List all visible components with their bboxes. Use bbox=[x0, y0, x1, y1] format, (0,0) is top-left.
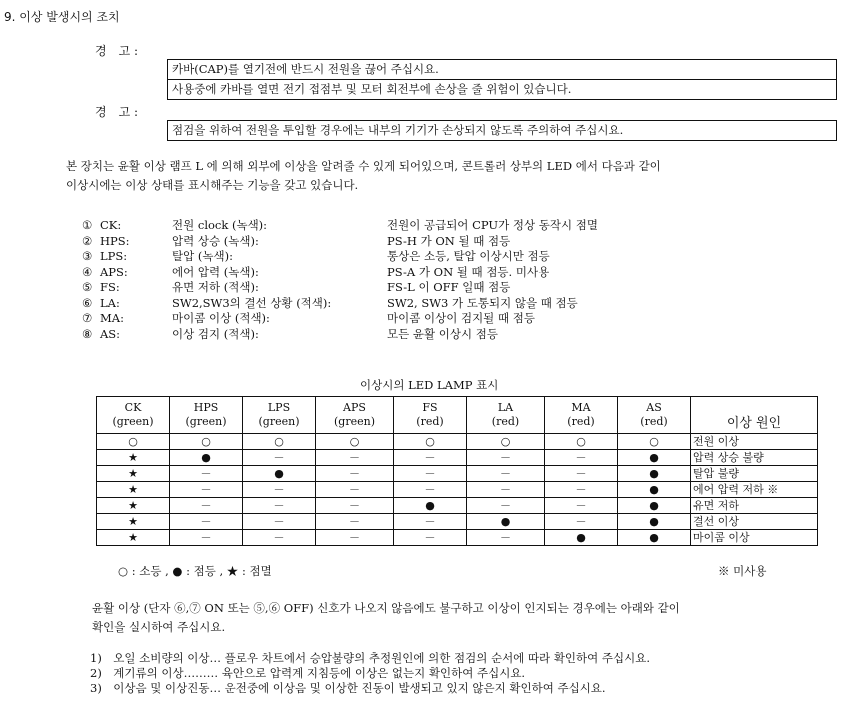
lamp-state-cell: － bbox=[467, 530, 545, 546]
lamp-state-cell: － bbox=[467, 482, 545, 498]
check-item: 1) 오일 소비량의 이상… 플로우 차트에서 승압불량의 추정원인에 의한 점검의 순서에 따라 확인하여 주십시요. bbox=[90, 651, 651, 665]
confirm-paragraph bbox=[92, 599, 865, 637]
intro-paragraph bbox=[66, 157, 846, 195]
header-lamp-color: (green) bbox=[334, 415, 375, 428]
led-description: 통상은 소등, 탈압 이상시만 점등 bbox=[387, 249, 550, 263]
lamp-state-cell: － bbox=[316, 482, 394, 498]
lamp-state-cell: － bbox=[316, 450, 394, 466]
led-lamp-table bbox=[96, 396, 818, 546]
table-row bbox=[97, 498, 818, 514]
led-name: 전원 clock (녹색): bbox=[172, 218, 268, 232]
lamp-state-cell: － bbox=[243, 530, 316, 546]
header-lamp-name: HPS bbox=[193, 401, 219, 414]
lamp-state-cell: － bbox=[170, 482, 243, 498]
lamp-state-cell: － bbox=[243, 450, 316, 466]
lamp-state-cell: ● bbox=[243, 466, 316, 482]
warning-label-1: 경 고 : bbox=[95, 44, 139, 58]
lamp-state-cell: ○ bbox=[618, 434, 691, 450]
lamp-state-cell: ● bbox=[618, 514, 691, 530]
header-lamp-color: (green) bbox=[258, 415, 300, 428]
lamp-state-cell: － bbox=[170, 530, 243, 546]
header-lamp-name: AS bbox=[646, 401, 662, 414]
lamp-state-cell: ● bbox=[545, 530, 618, 546]
led-number: ⑥ bbox=[82, 295, 93, 310]
lamp-state-cell: ○ bbox=[545, 434, 618, 450]
table-row bbox=[97, 466, 818, 482]
led-description: 마이콤 이상이 검지될 때 점등 bbox=[387, 311, 535, 325]
lamp-state-cell: ○ bbox=[316, 434, 394, 450]
warning-box-2 bbox=[167, 120, 837, 141]
table-caption: 이상시의 LED LAMP 표시 bbox=[360, 378, 499, 392]
warning-1-line-2: 사용중에 카바를 열면 전기 접점부 및 모터 회전부에 손상을 줄 위험이 있습니다. bbox=[168, 79, 836, 99]
lamp-state-cell: － bbox=[545, 514, 618, 530]
lamp-state-cell: － bbox=[316, 514, 394, 530]
table-header-cell bbox=[618, 397, 691, 434]
led-number: ① bbox=[82, 218, 93, 232]
led-description: SW2, SW3 가 도통되지 않을 때 점등 bbox=[387, 295, 578, 310]
warning-box-1 bbox=[167, 59, 837, 100]
lamp-state-cell: － bbox=[394, 466, 467, 482]
led-code: APS: bbox=[100, 264, 128, 279]
lamp-state-cell: － bbox=[545, 498, 618, 514]
warning-label-2: 경 고 : bbox=[95, 105, 139, 119]
led-description: 모든 윤활 이상시 점등 bbox=[387, 326, 498, 341]
cause-cell: 에어 압력 저하 ※ bbox=[691, 482, 818, 498]
led-description: PS-H 가 ON 될 때 점등 bbox=[387, 233, 511, 248]
cause-cell: 유면 저하 bbox=[691, 498, 818, 514]
table-header-cell bbox=[97, 397, 170, 434]
lamp-state-cell: ★ bbox=[97, 530, 170, 546]
header-lamp-color: (red) bbox=[567, 415, 595, 428]
table-header-cell bbox=[467, 397, 545, 434]
lamp-state-cell: ○ bbox=[243, 434, 316, 450]
lamp-state-cell: － bbox=[243, 514, 316, 530]
led-description: PS-A 가 ON 될 때 점등. 미사용 bbox=[387, 264, 550, 279]
lamp-state-cell: － bbox=[545, 450, 618, 466]
lamp-state-cell: ○ bbox=[394, 434, 467, 450]
header-lamp-color: (red) bbox=[640, 415, 668, 428]
table-header-cell bbox=[243, 397, 316, 434]
cause-header: 이상 원인 bbox=[691, 397, 818, 434]
table-row bbox=[97, 450, 818, 466]
lamp-state-cell: ○ bbox=[467, 434, 545, 450]
header-lamp-name: LPS bbox=[267, 401, 291, 414]
cause-cell: 전원 이상 bbox=[691, 434, 818, 450]
lamp-state-cell: － bbox=[394, 514, 467, 530]
lamp-state-cell: ○ bbox=[97, 434, 170, 450]
lamp-state-cell: － bbox=[170, 466, 243, 482]
led-name: SW2,SW3의 결선 상황 (적색): bbox=[172, 295, 332, 310]
lamp-state-cell: － bbox=[316, 498, 394, 514]
led-number: ⑧ bbox=[82, 326, 93, 341]
lamp-state-cell: ★ bbox=[97, 498, 170, 514]
led-number: ⑤ bbox=[82, 280, 93, 294]
led-code: MA: bbox=[100, 311, 124, 325]
table-row bbox=[97, 482, 818, 498]
lamp-state-cell: － bbox=[243, 482, 316, 498]
lamp-state-cell: － bbox=[545, 482, 618, 498]
led-code: LA: bbox=[100, 295, 120, 310]
lamp-state-cell: － bbox=[467, 450, 545, 466]
lamp-state-cell: － bbox=[316, 530, 394, 546]
check-item: 2) 계기류의 이상……… 육안으로 압력계 지침등에 이상은 없는지 확인하여 주십시요. bbox=[90, 666, 526, 680]
lamp-state-cell: ★ bbox=[97, 514, 170, 530]
cause-cell: 결선 이상 bbox=[691, 514, 818, 530]
intro-line-2: 이상시에는 이상 상태를 표시해주는 기능을 갖고 있습니다. bbox=[66, 178, 359, 192]
lamp-state-cell: ● bbox=[618, 482, 691, 498]
led-code: HPS: bbox=[100, 233, 130, 248]
led-description: 전원이 공급되어 CPU가 정상 동작시 점멸 bbox=[387, 218, 598, 232]
lamp-state-cell: － bbox=[545, 466, 618, 482]
lamp-state-cell: － bbox=[394, 450, 467, 466]
confirm-line-1: 윤활 이상 (단자 ⑥,⑦ ON 또는 ⑤,⑥ OFF) 신호가 나오지 않음에도 불구하고 이상이 인지되는 경우에는 아래와 같이 bbox=[92, 601, 680, 615]
section-title: 9. 이상 발생시의 조치 bbox=[4, 10, 120, 24]
lamp-state-cell: ● bbox=[467, 514, 545, 530]
table-note: ※ 미사용 bbox=[718, 564, 767, 578]
led-code: FS: bbox=[100, 280, 120, 294]
header-lamp-name: CK bbox=[124, 401, 142, 414]
check-item: 3) 이상음 및 이상진동… 운전중에 이상음 및 이상한 진동이 발생되고 있지 않은지 확인하여 주십시요. bbox=[90, 681, 606, 695]
header-lamp-color: (red) bbox=[491, 415, 520, 428]
lamp-state-cell: ● bbox=[618, 450, 691, 466]
confirm-line-2: 확인을 실시하여 주십시요. bbox=[92, 620, 226, 634]
table-header-cell bbox=[394, 397, 467, 434]
lamp-state-cell: ○ bbox=[170, 434, 243, 450]
header-lamp-name: LA bbox=[497, 401, 514, 414]
led-code: AS: bbox=[100, 326, 121, 341]
lamp-state-cell: － bbox=[170, 498, 243, 514]
led-name: 압력 상승 (녹색): bbox=[172, 233, 259, 248]
cause-cell: 압력 상승 불량 bbox=[691, 450, 818, 466]
lamp-state-cell: ★ bbox=[97, 482, 170, 498]
header-lamp-color: (red) bbox=[416, 415, 444, 428]
led-code: LPS: bbox=[100, 249, 128, 263]
lamp-state-cell: － bbox=[394, 482, 467, 498]
lamp-state-cell: － bbox=[467, 498, 545, 514]
header-lamp-name: FS bbox=[422, 401, 438, 414]
lamp-state-cell: － bbox=[170, 514, 243, 530]
lamp-state-cell: ● bbox=[394, 498, 467, 514]
led-name: 탈압 (녹색): bbox=[172, 249, 233, 263]
lamp-state-cell: ★ bbox=[97, 466, 170, 482]
lamp-state-cell: ● bbox=[170, 450, 243, 466]
table-row bbox=[97, 514, 818, 530]
lamp-state-cell: ● bbox=[618, 530, 691, 546]
table-header-cell bbox=[170, 397, 243, 434]
header-lamp-name: MA bbox=[571, 401, 591, 414]
lamp-state-cell: ● bbox=[618, 498, 691, 514]
led-name: 이상 검지 (적색): bbox=[172, 326, 259, 341]
led-name: 에어 압력 (녹색): bbox=[172, 264, 259, 279]
table-row bbox=[97, 434, 818, 450]
lamp-state-cell: － bbox=[243, 498, 316, 514]
header-lamp-color: (green) bbox=[185, 415, 227, 428]
led-number: ⑦ bbox=[82, 311, 93, 325]
led-number: ④ bbox=[82, 264, 93, 279]
led-name: 유면 저하 (적색): bbox=[172, 280, 259, 294]
table-header-cell bbox=[545, 397, 618, 434]
lamp-state-cell: － bbox=[316, 466, 394, 482]
header-lamp-color: (green) bbox=[112, 415, 154, 428]
led-name: 마이콤 이상 (적색): bbox=[172, 311, 270, 325]
warning-2-line-1: 점검을 위하여 전원을 투입할 경우에는 내부의 기기가 손상되지 않도록 주의하여 주십시요. bbox=[172, 123, 624, 137]
lamp-state-cell: － bbox=[394, 530, 467, 546]
table-legend: ○ : 소등 , ● : 점등 , ★ : 점멸 bbox=[118, 564, 272, 578]
cause-cell: 마이콤 이상 bbox=[691, 530, 818, 546]
lamp-state-cell: ★ bbox=[97, 450, 170, 466]
table-row bbox=[97, 530, 818, 546]
warning-1-line-1: 카바(CAP)를 열기전에 반드시 전원을 끊어 주십시요. bbox=[172, 62, 439, 76]
intro-line-1: 본 장치는 윤활 이상 램프 L 에 의해 외부에 이상을 알려줄 수 있게 되어있으며, 콘트롤러 상부의 LED 에서 다음과 같이 bbox=[66, 159, 661, 173]
lamp-state-cell: － bbox=[467, 466, 545, 482]
header-lamp-name: APS bbox=[343, 401, 366, 414]
led-number: ② bbox=[82, 233, 93, 248]
led-code: CK: bbox=[100, 218, 122, 232]
led-number: ③ bbox=[82, 249, 93, 263]
led-description: FS-L 이 OFF 일때 점등 bbox=[387, 280, 511, 294]
cause-cell: 탈압 불량 bbox=[691, 466, 818, 482]
lamp-state-cell: ● bbox=[618, 466, 691, 482]
table-header-cell bbox=[316, 397, 394, 434]
